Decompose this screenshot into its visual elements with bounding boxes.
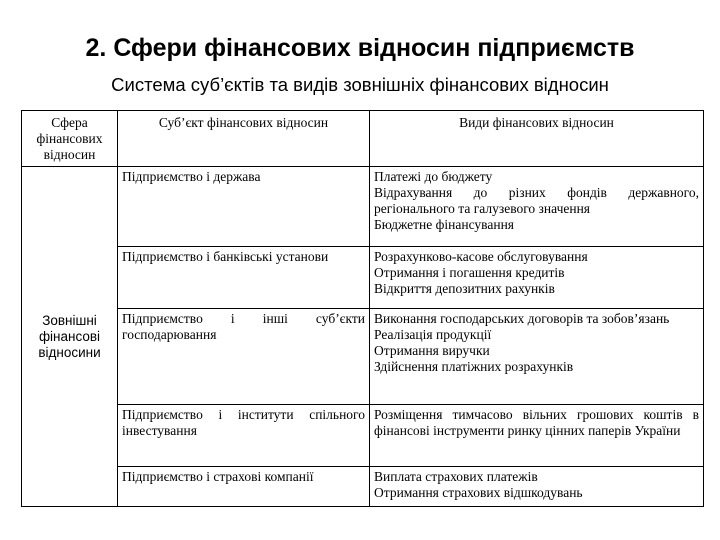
type-item: Виконання господарських договорів та зобов’язань: [374, 311, 670, 326]
table-row: [22, 309, 704, 405]
type-item: Розміщення тимчасово вільних грошових коштів в фінансові інструменти ринку цінних паперів України: [374, 407, 699, 438]
sphere-cell: Зовнішні фінансові відносини: [22, 167, 118, 507]
table-row: [22, 405, 704, 467]
type-item: Виплата страхових платежів: [374, 469, 538, 484]
header-subject: Суб’єкт фінансових відносин: [118, 111, 370, 167]
subject-cell: Підприємство і інститути спільного інвестування: [118, 405, 370, 467]
table-row: [22, 467, 704, 507]
slide-title: 2. Сфери фінансових відносин підприємств: [85, 34, 635, 62]
type-item: Здійснення платіжних розрахунків: [374, 359, 574, 374]
type-item: Платежі до бюджету: [374, 169, 493, 184]
types-cell: [370, 309, 704, 405]
type-item: Отримання і погашення кредитів: [374, 265, 565, 280]
type-item: Отримання виручки: [374, 343, 490, 358]
types-cell: [370, 405, 704, 467]
type-item: Відкриття депозитних рахунків: [374, 281, 555, 296]
header-types: Види фінансових відносин: [370, 111, 704, 167]
type-item: Відрахування до різних фондів державного, регіонального та галузевого значення: [374, 185, 699, 216]
table-header-row: [22, 111, 704, 167]
table-row: [22, 247, 704, 309]
types-cell: [370, 467, 704, 507]
subject-cell: Підприємство і страхові компанії: [118, 467, 370, 507]
subject-cell: Підприємство і держава: [118, 167, 370, 247]
subject-cell: Підприємство і інші суб’єкти господарювання: [118, 309, 370, 405]
type-item: Бюджетне фінансування: [374, 217, 515, 232]
types-cell: [370, 247, 704, 309]
header-sphere: Сфера фінансових відносин: [22, 111, 118, 167]
table-row: [22, 167, 704, 247]
financial-relations-table: [21, 110, 704, 507]
slide-subtitle: Система суб’єктів та видів зовнішніх фінансових відносин: [111, 74, 609, 95]
type-item: Розрахунково-касове обслуговування: [374, 249, 588, 264]
subject-cell: Підприємство і банківські установи: [118, 247, 370, 309]
type-item: Отримання страхових відшкодувань: [374, 485, 583, 500]
type-item: Реалізація продукції: [374, 327, 492, 342]
types-cell: [370, 167, 704, 247]
